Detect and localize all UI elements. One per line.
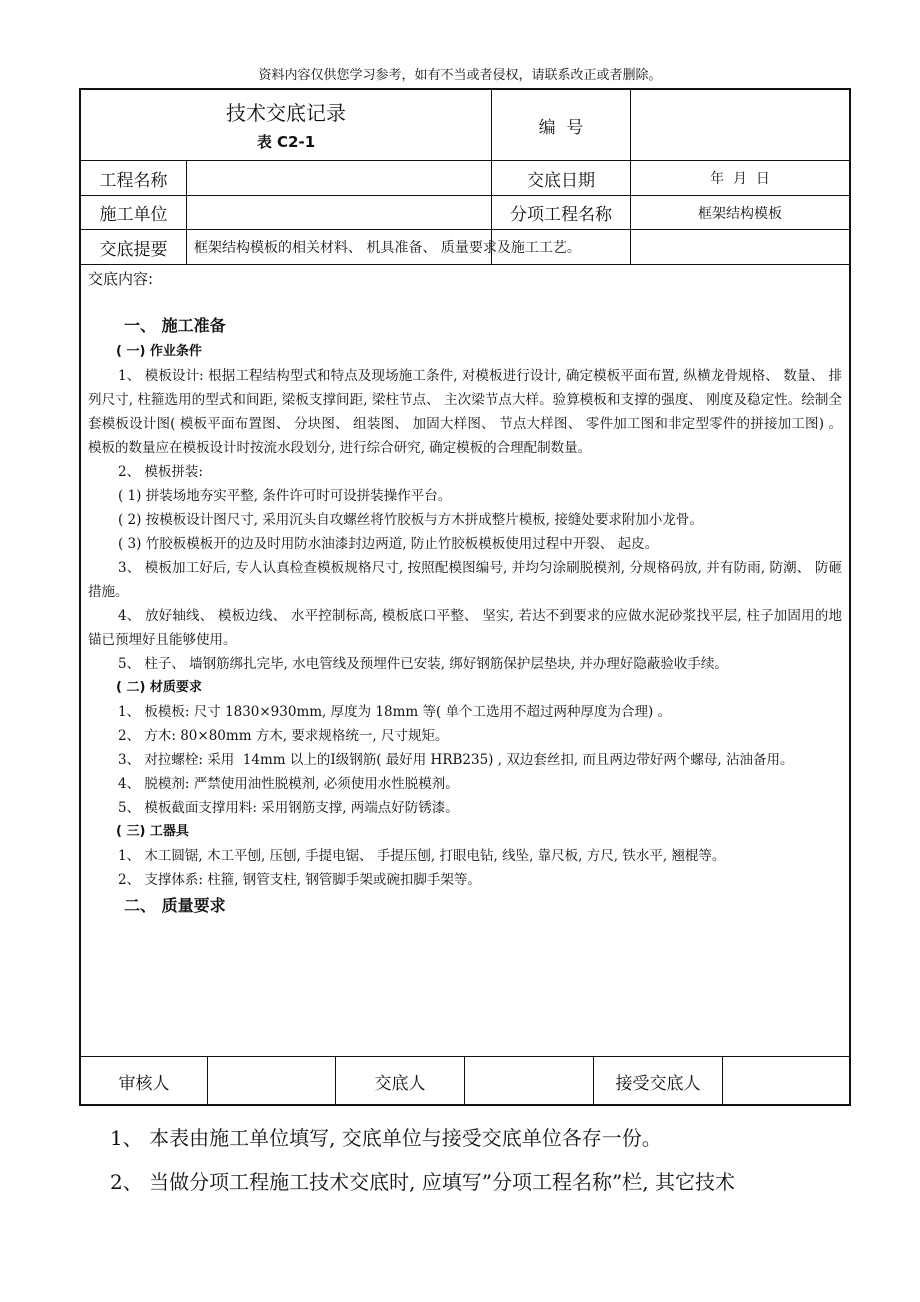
- form-code: 表 C2-1: [256, 132, 316, 151]
- discloser-label: 交底人: [374, 1073, 426, 1094]
- disclaimer-text: 资料内容仅供您学习参考，如有不当或者侵权，请联系改正或者删除。: [258, 68, 662, 83]
- paragraph: 1、 模板设计: 根据工程结构型式和特点及现场施工条件, 对模板进行设计, 确定模板平面布置, 纵横龙骨规格、 数量、 排列尺寸, 柱箍选用的型式和间距, 梁板支撑间距, 梁柱节点、 主次梁节点大样。验算模板和支撑的强度、 刚度及稳定性。绘制全套模板设计图( 模板平面布置图、 分块图、 组装图、 加固大样图、 节点大样图、 零件加工图和非定型零件的拼接加工图) 。模板的数量应在模板设计时按流水段划分, 进行综合研究, 确定模板的合理配制数量。: [88, 368, 842, 456]
- construction-unit-field[interactable]: [187, 196, 491, 229]
- paragraph: 5、 模板截面支撑用料: 采用钢筋支撑, 两端点好防锈漆。: [118, 800, 459, 816]
- summary-label: 交底提要: [99, 239, 168, 260]
- summary-field[interactable]: 框架结构模板的相关材料、 机具准备、 质量要求及施工工艺。: [194, 240, 581, 256]
- subsection-heading: ( 一) 作业条件: [116, 344, 202, 359]
- paragraph: ( 2) 按模板设计图尺寸, 采用沉头自攻螺丝将竹胶板与方木拼成整片模板, 接缝处要求附加小龙骨。: [118, 512, 703, 528]
- footnote: 1、 本表由施工单位填写, 交底单位与接受交底单位各存一份。: [110, 1126, 662, 1150]
- paragraph: ( 3) 竹胶板模板开的边及时用防水油漆封边两道, 防止竹胶板模板使用过程中开裂、 起皮。: [118, 536, 659, 552]
- paragraph: 4、 放好轴线、 模板边线、 水平控制标高, 模板底口平整、 坚实, 若达不到要求的应做水泥砂浆找平层, 柱子加固用的地锚已预埋好且能够使用。: [88, 608, 842, 648]
- disclosure-content: [88, 268, 842, 920]
- construction-unit-label: 施工单位: [99, 205, 168, 225]
- paragraph: 2、 方木: 80×80mm 方木, 要求规格统一, 尺寸规矩。: [118, 728, 449, 744]
- section-heading: 一、 施工准备: [124, 316, 226, 335]
- reviewer-signature-field[interactable]: [208, 1057, 335, 1105]
- paragraph: 2、 模板拼装:: [118, 464, 203, 480]
- subproject-name-label: 分项工程名称: [510, 205, 612, 225]
- paragraph: 3、 对拉螺栓: 采用 14mm 以上的Ⅰ级钢筋( 最好用 HRB235) , 双边套丝扣, 而且两边带好两个螺母, 沾油备用。: [118, 752, 794, 768]
- paragraph: 2、 支撑体系: 柱箍, 钢管支柱, 钢管脚手架或碗扣脚手架等。: [118, 872, 481, 888]
- row-divider: [79, 264, 851, 265]
- date-label: 交底日期: [527, 170, 595, 191]
- paragraph: 4、 脱模剂: 严禁使用油性脱模剂, 必须使用水性脱模剂。: [118, 776, 459, 792]
- subsection-heading: ( 二) 材质要求: [116, 680, 202, 695]
- section-heading: 二、 质量要求: [124, 896, 226, 915]
- paragraph: 1、 板模板: 尺寸 1830×930mm, 厚度为 18mm 等( 单个工选用不超过两种厚度为合理) 。: [118, 704, 672, 720]
- footnote: 2、 当做分项工程施工技术交底时, 应填写”分项工程名称”栏, 其它技术: [110, 1170, 735, 1194]
- paragraph: ( 1) 拼装场地夯实平整, 条件许可时可设拼装操作平台。: [118, 488, 452, 504]
- content-label: 交底内容:: [88, 270, 154, 288]
- receiver-label: 接受交底人: [615, 1073, 701, 1094]
- receiver-signature-field[interactable]: [723, 1057, 849, 1105]
- project-name-label: 工程名称: [99, 170, 168, 191]
- paragraph: 3、 模板加工好后, 专人认真检查模板规格尺寸, 按照配模图编号, 并均匀涂刷脱模剂, 分规格码放, 并有防雨, 防潮、 防砸措施。: [88, 560, 842, 600]
- subsection-heading: ( 三) 工器具: [116, 824, 189, 839]
- paragraph: 5、 柱子、 墙钢筋绑扎完毕, 水电管线及预埋件已安装, 绑好钢筋保护层垫块, 并办理好隐蔽验收手续。: [118, 656, 728, 672]
- discloser-signature-field[interactable]: [465, 1057, 593, 1105]
- project-name-field[interactable]: [187, 161, 491, 195]
- date-field[interactable]: 年 月 日: [710, 171, 770, 187]
- subproject-name-field[interactable]: 框架结构模板: [698, 205, 782, 222]
- form-title: 技术交底记录: [226, 100, 346, 125]
- reviewer-label: 审核人: [118, 1073, 170, 1094]
- paragraph: 1、 木工圆锯, 木工平刨, 压刨, 手提电锯、 手提压刨, 打眼电钻, 线坠, 靠尺板, 方尺, 铁水平, 翘棍等。: [118, 848, 726, 864]
- number-label: 编 号: [538, 117, 584, 138]
- number-field[interactable]: [631, 90, 849, 160]
